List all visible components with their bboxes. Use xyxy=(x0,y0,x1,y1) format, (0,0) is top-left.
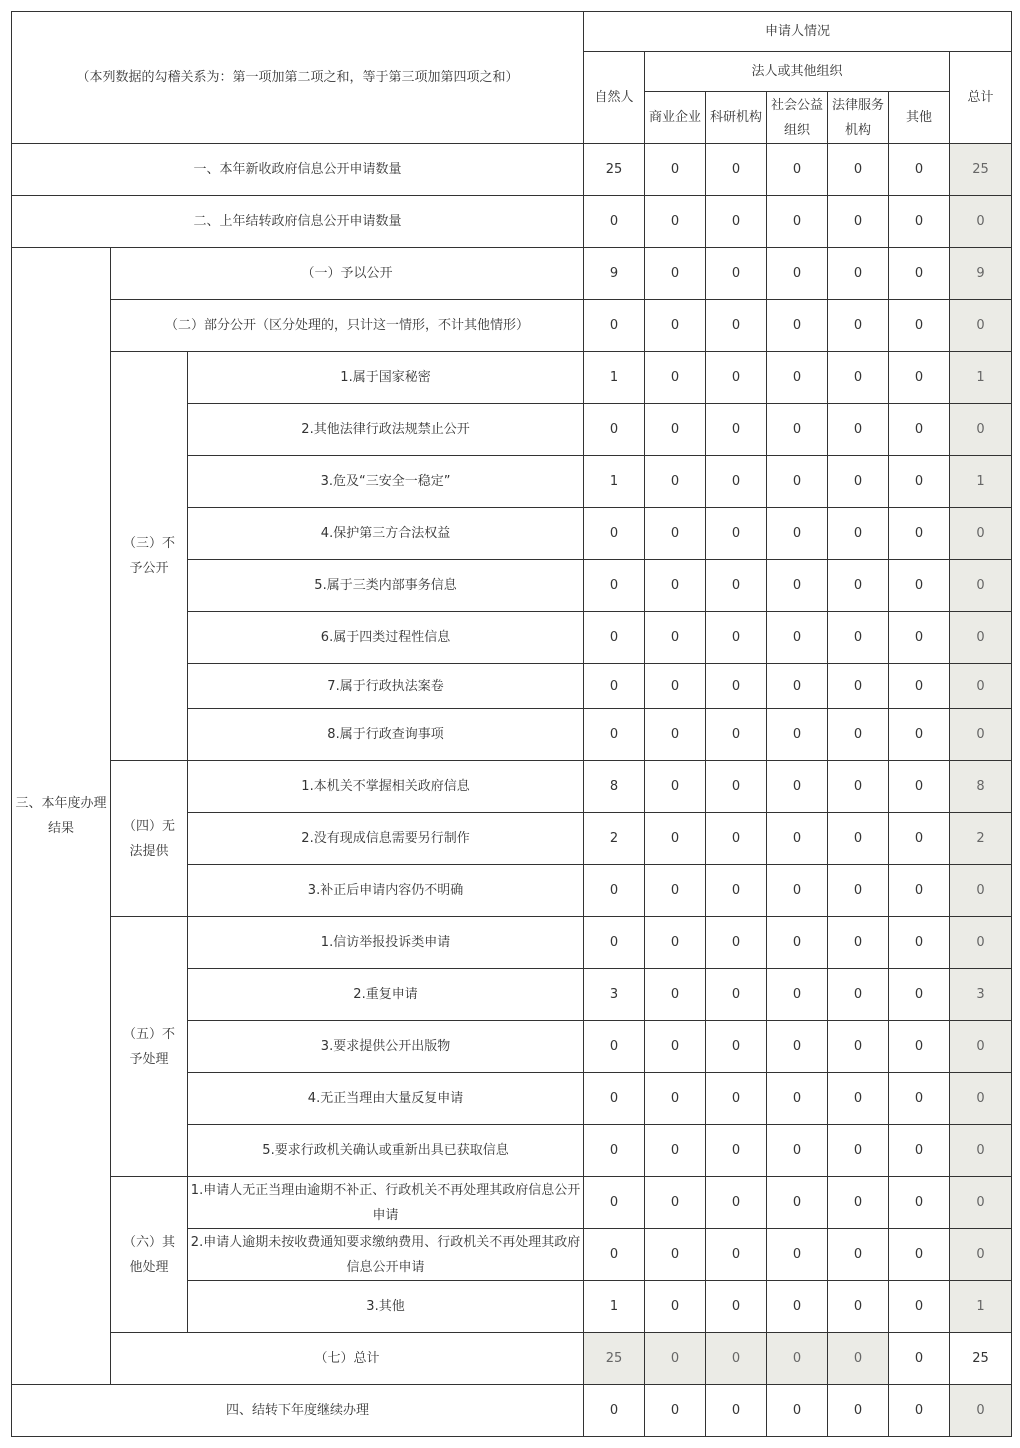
row-label: （七）总计 xyxy=(111,1333,584,1385)
value-cell: 0 xyxy=(828,1177,889,1229)
value-cell: 0 xyxy=(584,1021,645,1073)
value-cell: 0 xyxy=(950,865,1012,917)
value-cell: 0 xyxy=(584,1125,645,1177)
value-cell: 0 xyxy=(828,1229,889,1281)
value-cell: 0 xyxy=(828,248,889,300)
value-cell: 1 xyxy=(950,1281,1012,1333)
group-label-g4: （四）无法提供 xyxy=(111,761,188,917)
group-label-g6: （六）其他处理 xyxy=(111,1177,188,1333)
value-cell: 0 xyxy=(645,144,706,196)
value-cell: 0 xyxy=(706,456,767,508)
value-cell: 0 xyxy=(889,761,950,813)
value-cell: 1 xyxy=(950,456,1012,508)
value-cell: 0 xyxy=(706,560,767,612)
value-cell: 0 xyxy=(889,917,950,969)
value-cell: 0 xyxy=(706,300,767,352)
value-cell: 3 xyxy=(584,969,645,1021)
value-cell: 0 xyxy=(828,352,889,404)
value-cell: 0 xyxy=(950,1385,1012,1437)
value-cell: 0 xyxy=(645,560,706,612)
header-natural-person: 自然人 xyxy=(584,52,645,144)
value-cell: 0 xyxy=(767,456,828,508)
value-cell: 0 xyxy=(767,508,828,560)
value-cell: 1 xyxy=(584,456,645,508)
value-cell: 0 xyxy=(645,352,706,404)
value-cell: 0 xyxy=(828,456,889,508)
value-cell: 0 xyxy=(889,664,950,709)
value-cell: 0 xyxy=(706,612,767,664)
value-cell: 0 xyxy=(950,664,1012,709)
value-cell: 0 xyxy=(645,300,706,352)
table-row xyxy=(12,248,1012,300)
value-cell: 0 xyxy=(889,1385,950,1437)
value-cell: 0 xyxy=(828,1073,889,1125)
value-cell: 0 xyxy=(828,1385,889,1437)
value-cell: 0 xyxy=(645,1229,706,1281)
value-cell: 25 xyxy=(950,1333,1012,1385)
row-label: 四、结转下年度继续办理 xyxy=(12,1385,584,1437)
value-cell: 0 xyxy=(645,969,706,1021)
value-cell: 0 xyxy=(645,1281,706,1333)
value-cell: 0 xyxy=(584,1229,645,1281)
value-cell: 0 xyxy=(828,917,889,969)
value-cell: 25 xyxy=(584,144,645,196)
value-cell: 0 xyxy=(767,1073,828,1125)
value-cell: 0 xyxy=(889,1333,950,1385)
item-label: 2.重复申请 xyxy=(188,969,584,1021)
item-label: 5.属于三类内部事务信息 xyxy=(188,560,584,612)
value-cell: 0 xyxy=(828,404,889,456)
value-cell: 0 xyxy=(889,1229,950,1281)
value-cell: 0 xyxy=(889,404,950,456)
value-cell: 0 xyxy=(828,612,889,664)
value-cell: 2 xyxy=(950,813,1012,865)
header-commercial: 商业企业 xyxy=(645,92,706,144)
value-cell: 0 xyxy=(767,144,828,196)
value-cell: 0 xyxy=(950,1125,1012,1177)
value-cell: 0 xyxy=(889,969,950,1021)
value-cell: 0 xyxy=(767,664,828,709)
value-cell: 0 xyxy=(828,560,889,612)
table-row xyxy=(12,1385,1012,1437)
value-cell: 0 xyxy=(645,612,706,664)
item-label: 3.要求提供公开出版物 xyxy=(188,1021,584,1073)
row-label: （一）予以公开 xyxy=(111,248,584,300)
value-cell: 0 xyxy=(889,1073,950,1125)
value-cell: 0 xyxy=(706,1177,767,1229)
item-label: 7.属于行政执法案卷 xyxy=(188,664,584,709)
value-cell: 9 xyxy=(584,248,645,300)
value-cell: 0 xyxy=(584,508,645,560)
value-cell: 0 xyxy=(828,1281,889,1333)
value-cell: 0 xyxy=(584,709,645,761)
value-cell: 1 xyxy=(584,352,645,404)
value-cell: 0 xyxy=(767,813,828,865)
value-cell: 2 xyxy=(584,813,645,865)
value-cell: 0 xyxy=(645,709,706,761)
value-cell: 0 xyxy=(584,917,645,969)
value-cell: 9 xyxy=(950,248,1012,300)
value-cell: 8 xyxy=(950,761,1012,813)
header-legal-service: 法律服务机构 xyxy=(828,92,889,144)
value-cell: 0 xyxy=(767,917,828,969)
value-cell: 0 xyxy=(645,664,706,709)
value-cell: 0 xyxy=(767,1229,828,1281)
item-label: 1.信访举报投诉类申请 xyxy=(188,917,584,969)
value-cell: 0 xyxy=(645,1177,706,1229)
value-cell: 0 xyxy=(828,761,889,813)
value-cell: 0 xyxy=(767,248,828,300)
value-cell: 0 xyxy=(767,1281,828,1333)
value-cell: 0 xyxy=(767,1333,828,1385)
value-cell: 1 xyxy=(950,352,1012,404)
value-cell: 0 xyxy=(889,1177,950,1229)
value-cell: 0 xyxy=(767,709,828,761)
item-label: 1.属于国家秘密 xyxy=(188,352,584,404)
group-label-g3: （三）不予公开 xyxy=(111,352,188,761)
value-cell: 0 xyxy=(828,300,889,352)
value-cell: 0 xyxy=(706,865,767,917)
group-label-g5: （五）不予处理 xyxy=(111,917,188,1177)
value-cell: 0 xyxy=(828,508,889,560)
item-label: 2.其他法律行政法规禁止公开 xyxy=(188,404,584,456)
value-cell: 0 xyxy=(584,612,645,664)
item-label: 6.属于四类过程性信息 xyxy=(188,612,584,664)
value-cell: 0 xyxy=(767,300,828,352)
value-cell: 0 xyxy=(645,917,706,969)
section-3-label: 三、本年度办理结果 xyxy=(12,248,111,1385)
value-cell: 0 xyxy=(889,248,950,300)
value-cell: 0 xyxy=(584,865,645,917)
item-label: 1.本机关不掌握相关政府信息 xyxy=(188,761,584,813)
value-cell: 0 xyxy=(706,969,767,1021)
value-cell: 0 xyxy=(889,196,950,248)
value-cell: 0 xyxy=(950,612,1012,664)
table-row xyxy=(12,352,1012,404)
table-row xyxy=(12,917,1012,969)
value-cell: 0 xyxy=(584,1385,645,1437)
value-cell: 0 xyxy=(828,969,889,1021)
value-cell: 0 xyxy=(645,1385,706,1437)
value-cell: 0 xyxy=(889,352,950,404)
value-cell: 0 xyxy=(828,144,889,196)
item-label: 4.保护第三方合法权益 xyxy=(188,508,584,560)
item-label: 3.其他 xyxy=(188,1281,584,1333)
value-cell: 0 xyxy=(828,1333,889,1385)
header-legal-entities: 法人或其他组织 xyxy=(645,52,950,92)
value-cell: 0 xyxy=(889,560,950,612)
value-cell: 0 xyxy=(828,196,889,248)
row-label: （二）部分公开（区分处理的，只计这一情形，不计其他情形） xyxy=(111,300,584,352)
value-cell: 0 xyxy=(645,404,706,456)
value-cell: 0 xyxy=(889,1125,950,1177)
value-cell: 0 xyxy=(828,1125,889,1177)
value-cell: 0 xyxy=(706,917,767,969)
value-cell: 0 xyxy=(706,1229,767,1281)
header-note: （本列数据的勾稽关系为：第一项加第二项之和，等于第三项加第四项之和） xyxy=(12,12,584,144)
value-cell: 0 xyxy=(645,1073,706,1125)
value-cell: 0 xyxy=(645,196,706,248)
value-cell: 0 xyxy=(584,196,645,248)
value-cell: 0 xyxy=(767,865,828,917)
table-row xyxy=(12,1333,1012,1385)
value-cell: 0 xyxy=(950,709,1012,761)
value-cell: 0 xyxy=(706,144,767,196)
value-cell: 0 xyxy=(889,865,950,917)
value-cell: 0 xyxy=(950,508,1012,560)
item-label: 3.补正后申请内容仍不明确 xyxy=(188,865,584,917)
item-label: 1.申请人无正当理由逾期不补正、行政机关不再处理其政府信息公开申请 xyxy=(188,1177,584,1229)
value-cell: 0 xyxy=(950,917,1012,969)
item-label: 3.危及“三安全一稳定” xyxy=(188,456,584,508)
value-cell: 0 xyxy=(828,1021,889,1073)
value-cell: 0 xyxy=(767,352,828,404)
value-cell: 0 xyxy=(706,1281,767,1333)
value-cell: 0 xyxy=(706,813,767,865)
value-cell: 0 xyxy=(767,761,828,813)
value-cell: 0 xyxy=(584,404,645,456)
item-label: 2.申请人逾期未按收费通知要求缴纳费用、行政机关不再处理其政府信息公开申请 xyxy=(188,1229,584,1281)
header-public-welfare: 社会公益组织 xyxy=(767,92,828,144)
value-cell: 0 xyxy=(767,969,828,1021)
table-row xyxy=(12,144,1012,196)
value-cell: 0 xyxy=(950,404,1012,456)
value-cell: 0 xyxy=(889,1021,950,1073)
value-cell: 0 xyxy=(645,248,706,300)
row-label: 一、本年新收政府信息公开申请数量 xyxy=(12,144,584,196)
disclosure-statistics-table xyxy=(11,11,1012,1437)
row-label: 二、上年结转政府信息公开申请数量 xyxy=(12,196,584,248)
value-cell: 0 xyxy=(889,612,950,664)
value-cell: 0 xyxy=(889,1281,950,1333)
header-other: 其他 xyxy=(889,92,950,144)
value-cell: 0 xyxy=(767,1177,828,1229)
value-cell: 0 xyxy=(767,612,828,664)
item-label: 5.要求行政机关确认或重新出具已获取信息 xyxy=(188,1125,584,1177)
header-total: 总计 xyxy=(950,52,1012,144)
value-cell: 0 xyxy=(706,664,767,709)
value-cell: 8 xyxy=(584,761,645,813)
value-cell: 0 xyxy=(767,196,828,248)
value-cell: 0 xyxy=(889,813,950,865)
value-cell: 0 xyxy=(950,196,1012,248)
value-cell: 0 xyxy=(706,1073,767,1125)
value-cell: 0 xyxy=(706,508,767,560)
value-cell: 1 xyxy=(584,1281,645,1333)
value-cell: 0 xyxy=(645,508,706,560)
table-row xyxy=(12,300,1012,352)
value-cell: 0 xyxy=(767,1385,828,1437)
value-cell: 0 xyxy=(584,1073,645,1125)
value-cell: 0 xyxy=(889,456,950,508)
table-row xyxy=(12,1177,1012,1229)
value-cell: 0 xyxy=(706,709,767,761)
value-cell: 0 xyxy=(706,761,767,813)
value-cell: 0 xyxy=(950,300,1012,352)
value-cell: 0 xyxy=(706,1333,767,1385)
value-cell: 0 xyxy=(950,1229,1012,1281)
value-cell: 0 xyxy=(584,560,645,612)
value-cell: 0 xyxy=(706,248,767,300)
value-cell: 0 xyxy=(950,1021,1012,1073)
item-label: 8.属于行政查询事项 xyxy=(188,709,584,761)
value-cell: 3 xyxy=(950,969,1012,1021)
value-cell: 0 xyxy=(889,144,950,196)
value-cell: 0 xyxy=(584,664,645,709)
value-cell: 0 xyxy=(645,1333,706,1385)
item-label: 2.没有现成信息需要另行制作 xyxy=(188,813,584,865)
header-research: 科研机构 xyxy=(706,92,767,144)
value-cell: 0 xyxy=(706,1125,767,1177)
value-cell: 0 xyxy=(889,709,950,761)
value-cell: 0 xyxy=(645,813,706,865)
value-cell: 0 xyxy=(889,300,950,352)
value-cell: 25 xyxy=(950,144,1012,196)
value-cell: 0 xyxy=(767,404,828,456)
value-cell: 0 xyxy=(828,709,889,761)
value-cell: 25 xyxy=(584,1333,645,1385)
header-applicant-status: 申请人情况 xyxy=(584,12,1012,52)
value-cell: 0 xyxy=(706,404,767,456)
value-cell: 0 xyxy=(950,1177,1012,1229)
value-cell: 0 xyxy=(645,865,706,917)
value-cell: 0 xyxy=(828,865,889,917)
value-cell: 0 xyxy=(645,1125,706,1177)
value-cell: 0 xyxy=(706,196,767,248)
value-cell: 0 xyxy=(767,1021,828,1073)
value-cell: 0 xyxy=(950,1073,1012,1125)
table-row xyxy=(12,761,1012,813)
value-cell: 0 xyxy=(645,1021,706,1073)
value-cell: 0 xyxy=(584,1177,645,1229)
value-cell: 0 xyxy=(584,300,645,352)
value-cell: 0 xyxy=(645,456,706,508)
value-cell: 0 xyxy=(706,352,767,404)
value-cell: 0 xyxy=(767,1125,828,1177)
value-cell: 0 xyxy=(828,813,889,865)
item-label: 4.无正当理由大量反复申请 xyxy=(188,1073,584,1125)
value-cell: 0 xyxy=(645,761,706,813)
table-row xyxy=(12,196,1012,248)
value-cell: 0 xyxy=(706,1385,767,1437)
value-cell: 0 xyxy=(950,560,1012,612)
value-cell: 0 xyxy=(889,508,950,560)
value-cell: 0 xyxy=(706,1021,767,1073)
value-cell: 0 xyxy=(767,560,828,612)
value-cell: 0 xyxy=(828,664,889,709)
